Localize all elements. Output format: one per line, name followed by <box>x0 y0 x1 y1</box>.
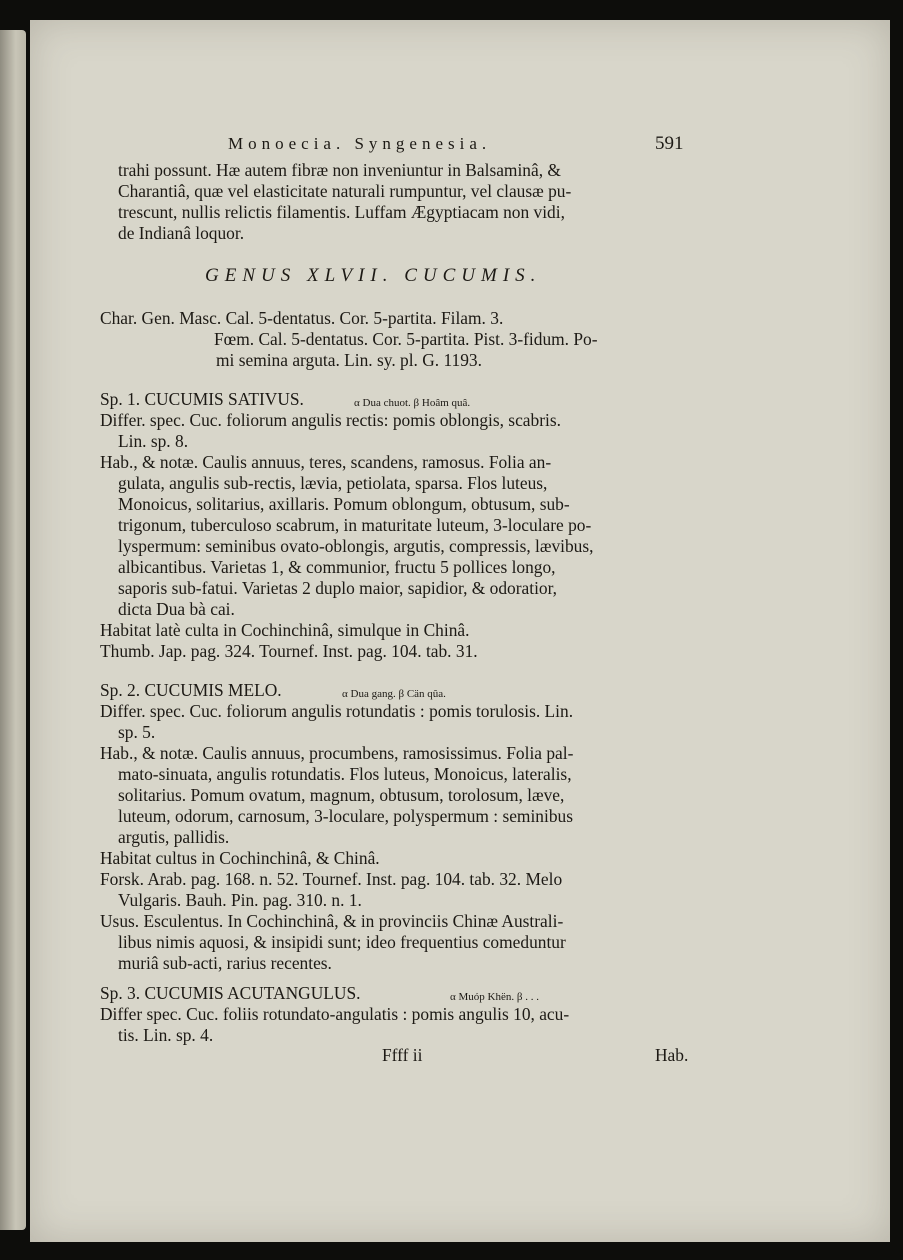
species-line: saporis sub-fatui. Varietas 2 duplo maior, sapidior, & odoratior, <box>118 578 558 598</box>
intro-line: trescunt, nullis relictis filamentis. Luffam Ægyptiacam non vidi, <box>118 202 565 222</box>
char-gen-line: mi semina arguta. Lin. sy. pl. G. 1193. <box>216 350 482 370</box>
signature-mark: Ffff ii <box>382 1045 423 1065</box>
species-line: Forsk. Arab. pag. 168. n. 52. Tournef. Inst. pag. 104. tab. 32. Melo <box>100 869 563 889</box>
species-line: Hab., & notæ. Caulis annuus, procumbens, ramosissimus. Folia pal- <box>100 743 574 763</box>
species-line: Differ spec. Cuc. foliis rotundato-angulatis : pomis angulis 10, acu- <box>100 1004 570 1024</box>
book-page <box>30 20 890 1242</box>
species-vernacular: α Dua gang. β Cän qûa. <box>342 688 446 700</box>
char-gen-line: Char. Gen. Masc. Cal. 5-dentatus. Cor. 5-partita. Filam. 3. <box>100 308 504 328</box>
intro-line: trahi possunt. Hæ autem fibræ non inveniuntur in Balsaminâ, & <box>118 160 561 180</box>
genus-heading: GENUS XLVII. CUCUMIS. <box>205 265 542 286</box>
species-vernacular: α Dua chuot. β Hoâm quâ. <box>354 397 471 409</box>
intro-line: Charantiâ, quæ vel elasticitate naturali rumpuntur, vel clausæ pu- <box>118 181 572 201</box>
species-line: sp. 5. <box>118 722 156 742</box>
species-line: tis. Lin. sp. 4. <box>118 1025 214 1045</box>
species-line: lyspermum: seminibus ovato-oblongis, argutis, compressis, lævibus, <box>118 536 594 556</box>
species-line: argutis, pallidis. <box>118 827 230 847</box>
running-header: Monoecia. Syngenesia. <box>228 134 492 153</box>
species-title: Sp. 2. CUCUMIS MELO. <box>100 680 282 700</box>
species-line: Hab., & notæ. Caulis annuus, teres, scandens, ramosus. Folia an- <box>100 452 552 472</box>
species-line: Vulgaris. Bauh. Pin. pag. 310. n. 1. <box>118 890 362 910</box>
species-line: gulata, angulis sub-rectis, lævia, petiolata, sparsa. Flos luteus, <box>118 473 548 493</box>
species-vernacular: α Muóp Khën. β . . . <box>450 991 539 1003</box>
species-line: Lin. sp. 8. <box>118 431 189 451</box>
species-line: Usus. Esculentus. In Cochinchinâ, & in provinciis Chinæ Australi- <box>100 911 564 931</box>
species-line: albicantibus. Varietas 1, & communior, fructu 5 pollices longo, <box>118 557 556 577</box>
species-line: muriâ sub-acti, rarius recentes. <box>118 953 332 973</box>
species-line: Habitat cultus in Cochinchinâ, & Chinâ. <box>100 848 380 868</box>
page-number: 591 <box>655 133 684 154</box>
intro-line: de Indianâ loquor. <box>118 223 245 243</box>
species-line: libus nimis aquosi, & insipidi sunt; ideo frequentius comeduntur <box>118 932 566 952</box>
species-line: luteum, odorum, carnosum, 3-loculare, polyspermum : seminibus <box>118 806 573 826</box>
char-gen-line: Fœm. Cal. 5-dentatus. Cor. 5-partita. Pist. 3-fidum. Po- <box>214 329 598 349</box>
species-line: Differ. spec. Cuc. foliorum angulis rotundatis : pomis torulosis. Lin. <box>100 701 574 721</box>
species-line: Habitat latè culta in Cochinchinâ, simulque in Chinâ. <box>100 620 470 640</box>
species-line: Monoicus, solitarius, axillaris. Pomum oblongum, obtusum, sub- <box>118 494 570 514</box>
facing-page-edge <box>0 30 26 1230</box>
species-line: solitarius. Pomum ovatum, magnum, obtusum, torolosum, læve, <box>118 785 565 805</box>
catchword: Hab. <box>655 1045 689 1065</box>
species-line: trigonum, tuberculoso scabrum, in maturitate luteum, 3-loculare po- <box>118 515 592 535</box>
species-line: Differ. spec. Cuc. foliorum angulis rectis: pomis oblongis, scabris. <box>100 410 561 430</box>
species-line: dicta Dua bà cai. <box>118 599 235 619</box>
species-title: Sp. 1. CUCUMIS SATIVUS. <box>100 389 304 409</box>
species-line: mato-sinuata, angulis rotundatis. Flos luteus, Monoicus, lateralis, <box>118 764 572 784</box>
species-title: Sp. 3. CUCUMIS ACUTANGULUS. <box>100 983 361 1003</box>
species-line: Thumb. Jap. pag. 324. Tournef. Inst. pag. 104. tab. 31. <box>100 641 478 661</box>
